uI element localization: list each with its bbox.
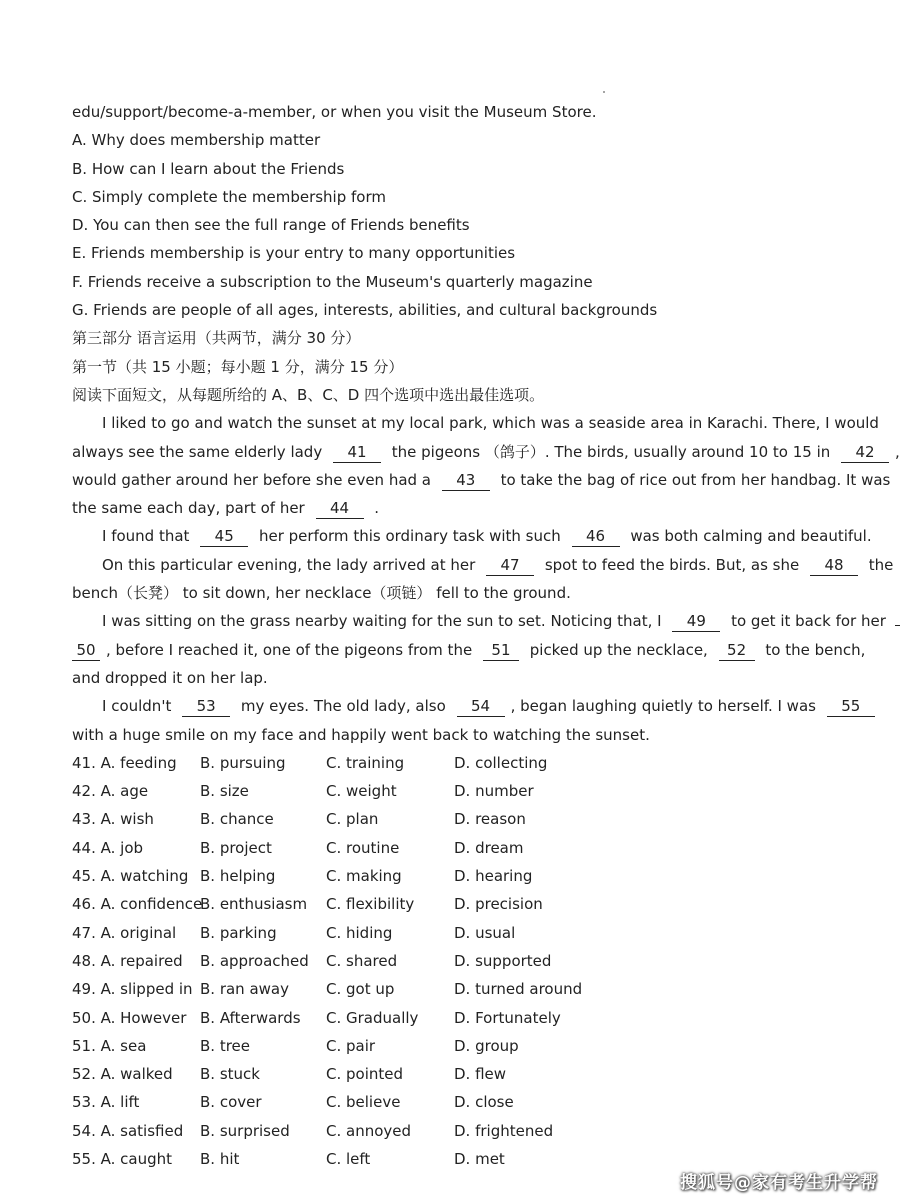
text-span: the same each day, part of her [72,499,305,518]
choice-d: D. flew [454,1065,507,1084]
choice-b: B. Afterwards [200,1008,301,1027]
passage-p1-line4 [72,494,832,522]
blank-43: 43 [442,470,490,491]
choice-a: 41. A. feeding [72,753,177,772]
text-span: I was sitting on the grass nearby waiting for the sun to set. Noticing that, I [102,612,662,631]
choice-c: C. shared [326,951,398,970]
text-span: my eyes. The old lady, also [240,697,446,716]
blank-53: 53 [182,696,230,717]
question-41 [72,749,832,777]
choice-d: D. frightened [454,1121,554,1140]
choice-a: 53. A. lift [72,1093,140,1112]
choice-d: D. turned around [454,980,583,999]
blank-50: 50 [72,640,100,661]
text-span: I found that [102,527,190,546]
blank-42: 42 [841,442,889,463]
choice-a: 55. A. caught [72,1149,173,1168]
text-span: to get it back for her [731,612,886,631]
choice-d: D. met [454,1149,505,1168]
choice-d: D. hearing [454,867,533,886]
choice-a: 46. A. confidence [72,895,203,914]
choice-c: C. routine [326,838,400,857]
text-span: , before I reached it, one of the pigeons from the [106,640,473,659]
passage-p3-line1 [72,551,894,579]
choice-d: D. reason [454,810,526,829]
question-48 [72,947,832,975]
part-heading: 第三部分 语言运用（共两节，满分 30 分） [72,329,361,348]
choice-a: 52. A. walked [72,1065,173,1084]
choice-c: C. flexibility [326,895,415,914]
sohu-watermark: 搜狐号@家有考生升学帮 [680,1173,878,1193]
choice-c: C. weight [326,782,397,801]
choice-a: 47. A. original [72,923,177,942]
choice-c: C. Gradually [326,1008,419,1027]
blank-49: 49 [672,611,720,632]
blank-55: 55 [827,696,875,717]
instruction: 阅读下面短文，从每题所给的 A、B、C、D 四个选项中选出最佳选项。 [72,385,545,404]
choice-d: D. usual [454,923,516,942]
text-span: I couldn't [102,697,172,716]
choice-a: 44. A. job [72,838,144,857]
choice-a: 49. A. slipped in [72,980,193,999]
text-span: the [868,555,894,574]
question-42 [72,777,832,805]
blank-44: 44 [316,498,364,519]
choice-d: D. group [454,1036,519,1055]
passage-p2-line1 [72,522,872,550]
choice-a: 43. A. wish [72,810,154,829]
choice-b: B. hit [200,1149,240,1168]
choice-a: 54. A. satisfied [72,1121,184,1140]
text-span: was both calming and beautiful. [630,527,872,546]
option-g: G. Friends are people of all ages, interests, abilities, and cultural backgrounds [72,301,658,320]
question-43 [72,805,832,833]
choice-b: B. pursuing [200,753,286,772]
question-46 [72,890,832,918]
passage-p5-line2: with a huge smile on my face and happily went back to watching the sunset. [72,725,650,744]
blank-41: 41 [333,442,381,463]
text-span: picked up the necklace, [529,640,708,659]
blank-50-start [895,625,900,626]
choice-d: D. precision [454,895,543,914]
choice-b: B. size [200,782,249,801]
option-f: F. Friends receive a subscription to the Museum's quarterly magazine [72,272,593,291]
choice-b: B. surprised [200,1121,290,1140]
question-45 [72,862,832,890]
text-span: her perform this ordinary task with such [258,527,561,546]
text-span: would gather around her before she even had a [72,470,432,489]
choice-a: 48. A. repaired [72,951,183,970]
choice-d: D. Fortunately [454,1008,561,1027]
option-c: C. Simply complete the membership form [72,187,386,206]
choice-c: C. pair [326,1036,376,1055]
choice-c: C. annoyed [326,1121,412,1140]
passage-p4-line2 [72,636,866,664]
scan-speck [603,91,605,93]
passage-p1-line1: I liked to go and watch the sunset at my local park, which was a seaside area in Karachi. There, I would [102,414,879,433]
choice-a: 45. A. watching [72,867,189,886]
choice-b: B. tree [200,1036,251,1055]
choice-b: B. project [200,838,272,857]
question-51 [72,1032,832,1060]
question-47 [72,919,832,947]
choice-c: C. got up [326,980,395,999]
choice-b: B. cover [200,1093,262,1112]
passage-p1-line2 [72,438,900,466]
choice-b: B. ran away [200,980,289,999]
question-49 [72,975,832,1003]
blank-52: 52 [719,640,755,661]
passage-p4-line3: and dropped it on her lap. [72,668,268,687]
passage-p1-line3 [72,466,891,494]
question-52 [72,1060,832,1088]
blank-47: 47 [486,555,534,576]
option-a: A. Why does membership matter [72,131,321,150]
question-list [72,749,832,1173]
choice-d: D. number [454,782,534,801]
blank-54: 54 [457,696,505,717]
choice-b: B. approached [200,951,309,970]
choice-c: C. pointed [326,1065,404,1084]
text-span: the pigeons （鸽子）. The birds, usually around 10 to 15 in [391,442,831,461]
choice-c: C. believe [326,1093,401,1112]
question-54 [72,1117,832,1145]
choice-d: D. dream [454,838,524,857]
text-span: to the bench, [765,640,866,659]
choice-c: C. plan [326,810,379,829]
text-span: spot to feed the birds. But, as she [544,555,800,574]
intro-line: edu/support/become-a-member, or when you visit the Museum Store. [72,103,597,121]
question-53 [72,1088,832,1116]
choice-a: 50. A. However [72,1008,187,1027]
passage-p5-line1 [72,692,861,720]
choice-c: C. hiding [326,923,393,942]
text-span: to take the bag of rice out from her handbag. It was [500,470,891,489]
passage-p3-line2: bench（长凳） to sit down, her necklace（项链） fell to the ground. [72,584,571,603]
question-44 [72,834,832,862]
choice-b: B. helping [200,867,276,886]
choice-a: 42. A. age [72,782,149,801]
exam-page [72,98,900,1173]
text-span: On this particular evening, the lady arrived at her [102,555,476,574]
choice-d: D. close [454,1093,514,1112]
text-span: , began laughing quietly to herself. I was [510,697,816,716]
choice-d: D. supported [454,951,552,970]
choice-c: C. making [326,867,402,886]
choice-b: B. stuck [200,1065,260,1084]
text-span: . [374,499,380,518]
option-b: B. How can I learn about the Friends [72,159,345,178]
blank-45: 45 [200,526,248,547]
choice-d: D. collecting [454,753,548,772]
choice-b: B. enthusiasm [200,895,308,914]
blank-46: 46 [572,526,620,547]
blank-48: 48 [810,555,858,576]
choice-a: 51. A. sea [72,1036,147,1055]
text-span: always see the same elderly lady [72,442,323,461]
choice-b: B. parking [200,923,277,942]
text-span: , [895,442,900,461]
question-50 [72,1004,832,1032]
passage-p4-line1 [72,607,886,635]
option-d: D. You can then see the full range of Friends benefits [72,216,470,235]
choice-c: C. left [326,1149,371,1168]
option-e: E. Friends membership is your entry to many opportunities [72,244,516,263]
choice-b: B. chance [200,810,274,829]
choice-c: C. training [326,753,405,772]
subsection-heading: 第一节（共 15 小题；每小题 1 分，满分 15 分） [72,357,404,376]
blank-51: 51 [483,640,519,661]
